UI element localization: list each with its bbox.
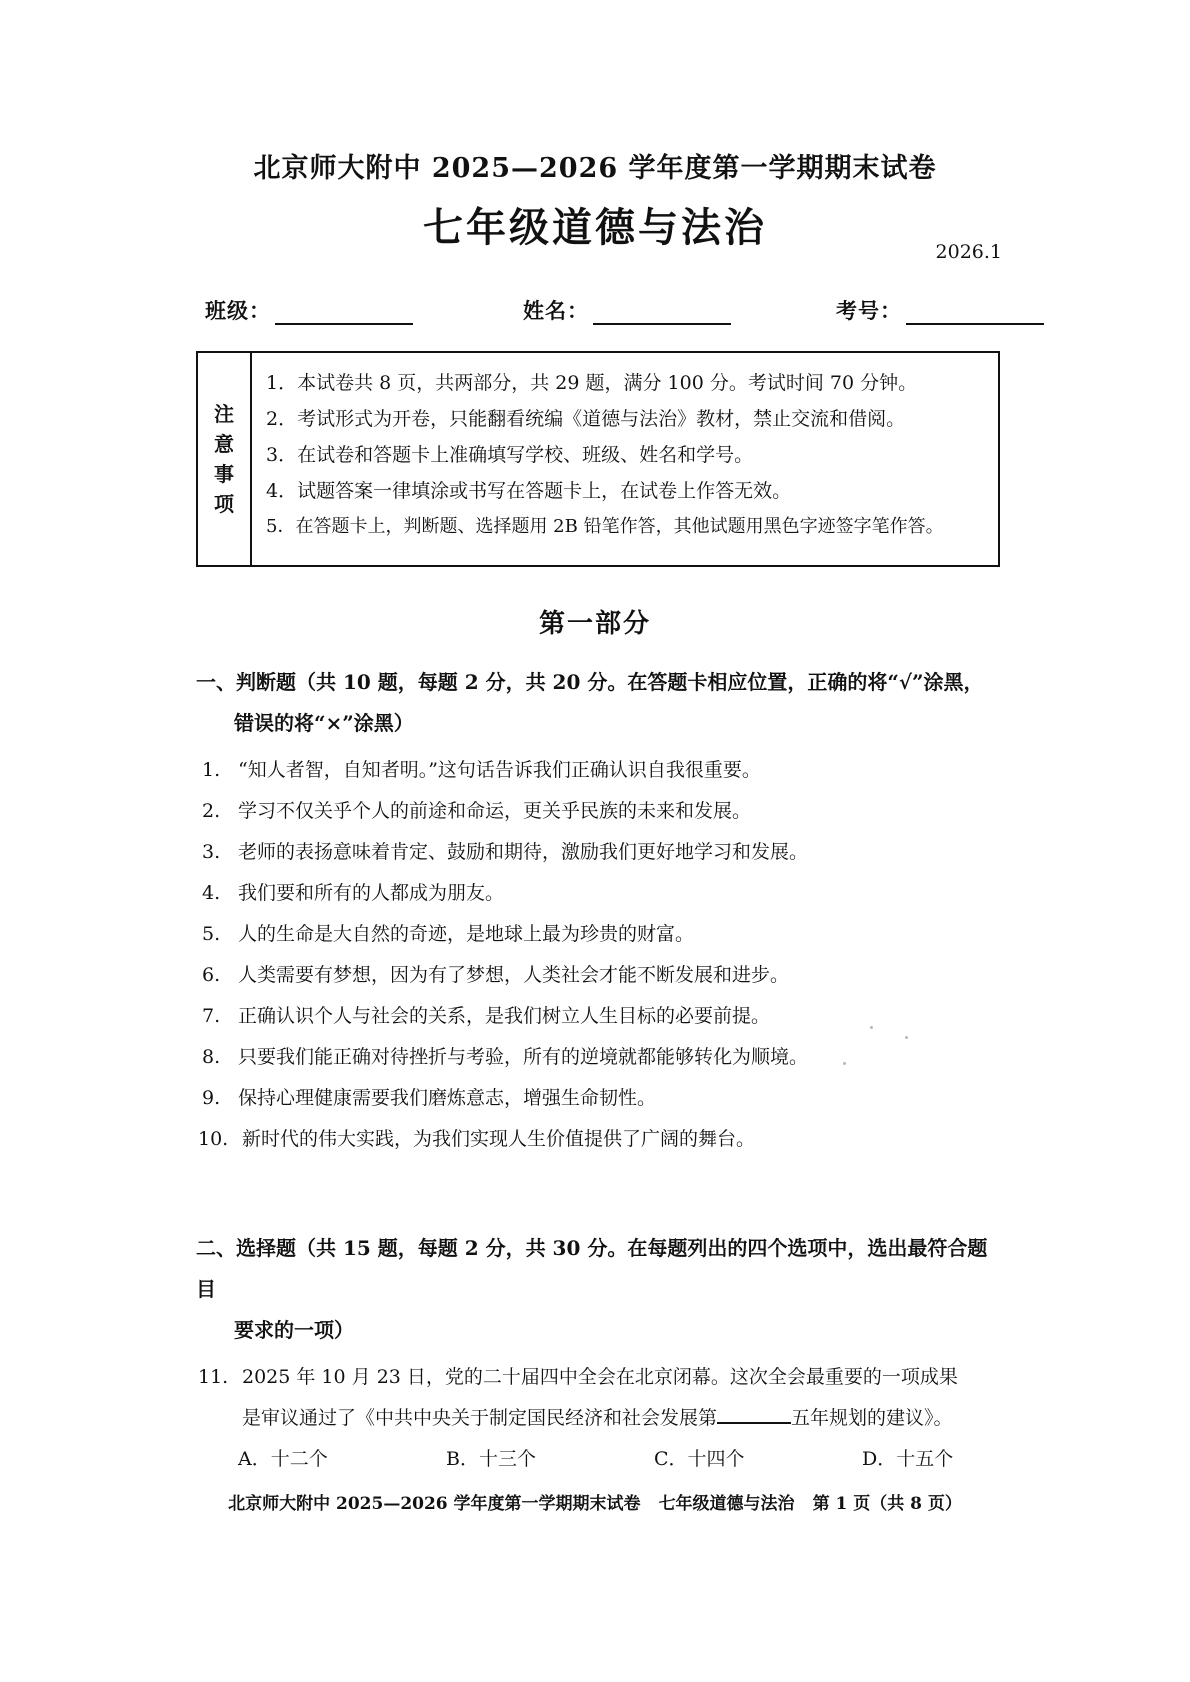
section-true-false bbox=[196, 662, 1000, 1160]
question-text: “知人者智，自知者明。”这句话告诉我们正确认识自我很重要。 bbox=[238, 759, 761, 781]
choice-row bbox=[196, 1439, 1000, 1480]
exam-number-field[interactable] bbox=[836, 295, 1044, 325]
question-number: 8. bbox=[202, 1046, 221, 1068]
exam-number-input-blank[interactable] bbox=[906, 301, 1044, 325]
notice-item: 3．在试卷和答题卡上准确填写学校、班级、姓名和学号。 bbox=[266, 444, 754, 466]
question-number: 4. bbox=[202, 882, 221, 904]
part-one-heading: 第一部分 bbox=[538, 609, 651, 639]
footer-exam-title: 北京师大附中 2025—2026 学年度第一学期期末试卷 bbox=[228, 1494, 641, 1514]
notice-item: 1．本试卷共 8 页，共两部分，共 29 题，满分 100 分。考试时间 70 分钟。 bbox=[266, 372, 918, 394]
page-title: 北京师大附中 2025—2026 学年度第一学期期末试卷 bbox=[253, 153, 937, 184]
question-text: 我们要和所有的人都成为朋友。 bbox=[238, 882, 505, 904]
question-number: 5. bbox=[202, 923, 221, 945]
notice-label-char-3: 事 bbox=[214, 462, 234, 486]
multiple-choice-question-list bbox=[196, 1357, 1000, 1480]
subject-row bbox=[0, 203, 1190, 261]
exam-date: 2026.1 bbox=[935, 241, 1002, 263]
scan-speck bbox=[843, 1062, 846, 1065]
name-field[interactable] bbox=[523, 295, 731, 325]
footer-subject: 七年级道德与法治 bbox=[658, 1494, 795, 1514]
question-text: 老师的表扬意味着肯定、鼓励和期待，激励我们更好地学习和发展。 bbox=[238, 841, 809, 863]
question-number: 2. bbox=[202, 800, 221, 822]
multiple-choice-heading-line2: 要求的一项） bbox=[234, 1318, 354, 1342]
notice-item: 5．在答题卡上，判断题、选择题用 2B 铅笔作答，其他试题用黑色字迹签字笔作答。 bbox=[266, 516, 944, 537]
question-text: 正确认识个人与社会的关系，是我们树立人生目标的必要前提。 bbox=[238, 1005, 771, 1027]
question-stem-line2-after: 五年规划的建议》。 bbox=[791, 1407, 953, 1429]
true-false-heading-line2: 错误的将“×”涂黑） bbox=[234, 711, 414, 735]
notice-item: 4．试题答案一律填涂或书写在答题卡上，在试卷上作答无效。 bbox=[266, 480, 792, 502]
question-stem-line1: 2025 年 10 月 23 日，党的二十届四中全会在北京闭幕。这次全会最重要的一项成果 bbox=[242, 1366, 958, 1388]
question-number: 3. bbox=[202, 841, 221, 863]
question-item bbox=[196, 955, 1000, 996]
question-stem-line2-before: 是审议通过了《中共中央关于制定国民经济和社会发展第 bbox=[242, 1407, 718, 1429]
question-item bbox=[196, 1357, 1000, 1439]
question-text bbox=[242, 1357, 1000, 1439]
class-input-blank[interactable] bbox=[275, 301, 413, 325]
question-item bbox=[196, 1119, 1000, 1160]
true-false-heading-line1: 一、判断题（共 10 题，每题 2 分，共 20 分。在答题卡相应位置，正确的将“√”涂黑， bbox=[196, 670, 984, 694]
question-item bbox=[196, 873, 1000, 914]
page-footer bbox=[0, 1489, 1190, 1514]
question-text: 学习不仅关乎个人的前途和命运，更关乎民族的未来和发展。 bbox=[238, 800, 752, 822]
question-item bbox=[196, 791, 1000, 832]
multiple-choice-heading-line1: 二、选择题（共 15 题，每题 2 分，共 30 分。在每题列出的四个选项中，选出最符合题目 bbox=[196, 1236, 988, 1301]
multiple-choice-heading bbox=[196, 1228, 1000, 1351]
question-item bbox=[196, 914, 1000, 955]
name-input-blank[interactable] bbox=[593, 301, 731, 325]
notice-label-char-1: 注 bbox=[214, 402, 234, 426]
subject-title: 七年级道德与法治 bbox=[423, 204, 767, 251]
question-text: 只要我们能正确对待挫折与考验，所有的逆境就都能够转化为顺境。 bbox=[238, 1046, 809, 1068]
footer-page-number: 第 1 页（共 8 页） bbox=[812, 1494, 962, 1514]
notice-item: 2．考试形式为开卷，只能翻看统编《道德与法治》教材，禁止交流和借阅。 bbox=[266, 408, 906, 430]
question-item bbox=[196, 1037, 1000, 1078]
notice-label-char-2: 意 bbox=[214, 432, 234, 456]
notice-label-char-4: 项 bbox=[214, 492, 234, 516]
question-number: 7. bbox=[202, 1005, 221, 1027]
question-item bbox=[196, 1078, 1000, 1119]
choice-option-b[interactable]: B．十三个 bbox=[446, 1448, 536, 1470]
section-multiple-choice bbox=[196, 1228, 1000, 1480]
choice-option-c[interactable]: C．十四个 bbox=[654, 1448, 745, 1470]
question-text: 人的生命是大自然的奇迹，是地球上最为珍贵的财富。 bbox=[238, 923, 695, 945]
question-item bbox=[196, 750, 1000, 791]
scan-speck bbox=[870, 1026, 873, 1029]
question-text: 保持心理健康需要我们磨炼意志，增强生命韧性。 bbox=[238, 1087, 657, 1109]
notice-label bbox=[198, 353, 252, 565]
question-item bbox=[196, 832, 1000, 873]
question-item bbox=[196, 996, 1000, 1037]
question-number: 11. bbox=[198, 1366, 229, 1388]
class-label: 班级： bbox=[205, 298, 271, 323]
fill-in-blank[interactable] bbox=[717, 1406, 791, 1424]
question-text: 新时代的伟大实践，为我们实现人生价值提供了广阔的舞台。 bbox=[242, 1128, 756, 1150]
question-number: 6. bbox=[202, 964, 221, 986]
scan-speck bbox=[905, 1036, 908, 1039]
choice-option-d[interactable]: D．十五个 bbox=[862, 1448, 954, 1470]
notice-box bbox=[196, 351, 1000, 567]
section-gap bbox=[0, 1160, 1190, 1206]
class-field[interactable] bbox=[205, 295, 413, 325]
choice-option-a[interactable]: A．十二个 bbox=[238, 1448, 328, 1470]
question-number: 10. bbox=[198, 1128, 229, 1150]
student-info-row bbox=[205, 295, 1000, 325]
notice-items bbox=[252, 353, 998, 565]
true-false-question-list bbox=[196, 750, 1000, 1160]
name-label: 姓名： bbox=[523, 298, 589, 323]
question-number: 9. bbox=[202, 1087, 221, 1109]
question-stem-line2 bbox=[242, 1398, 1000, 1439]
true-false-heading bbox=[196, 662, 1000, 744]
question-text: 人类需要有梦想，因为有了梦想，人类社会才能不断发展和进步。 bbox=[238, 964, 790, 986]
question-number: 1. bbox=[202, 759, 221, 781]
exam-number-label: 考号： bbox=[836, 298, 902, 323]
